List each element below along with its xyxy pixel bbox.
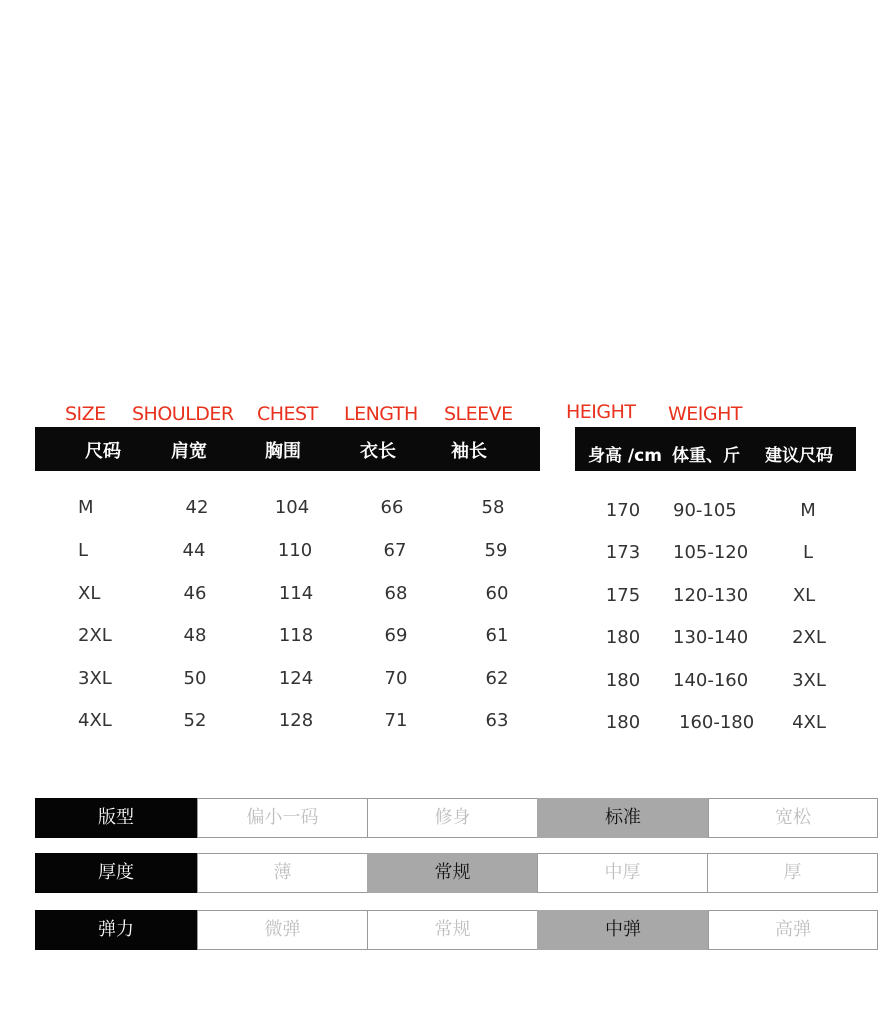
- cell-chest: 104: [274, 497, 310, 518]
- cell-size: XL: [78, 583, 101, 604]
- cell-shoulder: 52: [183, 710, 207, 731]
- cell-chest: 110: [277, 540, 313, 561]
- cell-chest: 118: [278, 625, 314, 646]
- cell-chest: 128: [278, 710, 314, 731]
- option-fit: 修身: [367, 798, 538, 838]
- cell-shoulder: 50: [183, 668, 207, 689]
- attribute-label: 弹力: [35, 910, 197, 950]
- cell-sleeve: 61: [485, 625, 509, 646]
- cell-shoulder: 46: [183, 583, 207, 604]
- header-height-en: HEIGHT: [566, 401, 636, 423]
- attribute-label: 版型: [35, 798, 197, 838]
- option-elasticity: 高弹: [708, 910, 878, 950]
- cell-weight: 130-140: [673, 627, 749, 648]
- option-thickness: 中厚: [537, 853, 708, 893]
- option-thickness-selected: 常规: [367, 853, 538, 893]
- recommend-header-bar: [575, 427, 856, 471]
- option-thickness: 厚: [707, 853, 878, 893]
- cell-sleeve: 59: [484, 540, 508, 561]
- cell-length: 70: [384, 668, 408, 689]
- cell-length: 69: [384, 625, 408, 646]
- cell-suggest-size: XL: [792, 585, 816, 606]
- cell-chest: 124: [278, 668, 314, 689]
- cell-length: 71: [384, 710, 408, 731]
- cell-height: 180: [605, 670, 641, 691]
- cell-size: 3XL: [78, 668, 112, 689]
- cell-suggest-size: 2XL: [792, 627, 826, 648]
- option-elasticity: 微弹: [197, 910, 368, 950]
- cell-size: 2XL: [78, 625, 112, 646]
- cell-weight: 105-120: [673, 542, 749, 563]
- cell-sleeve: 58: [481, 497, 505, 518]
- header-shoulder-cn: 肩宽: [171, 441, 207, 462]
- header-chest-cn: 胸围: [265, 441, 301, 462]
- header-height-cn: 身高 /cm: [588, 446, 662, 466]
- option-thickness: 薄: [197, 853, 368, 893]
- header-chest-en: CHEST: [257, 403, 318, 425]
- cell-suggest-size: 3XL: [792, 670, 826, 691]
- cell-weight: 140-160: [673, 670, 749, 691]
- cell-weight: 120-130: [673, 585, 749, 606]
- cell-height: 175: [605, 585, 641, 606]
- option-fit-selected: 标准: [537, 798, 709, 838]
- cell-chest: 114: [278, 583, 314, 604]
- cell-weight: 160-180: [679, 712, 755, 733]
- header-length-cn: 衣长: [360, 441, 396, 462]
- header-weight-cn: 体重、斤: [672, 446, 740, 466]
- cell-length: 66: [380, 497, 404, 518]
- cell-suggest-size: 4XL: [792, 712, 826, 733]
- header-suggest-size-cn: 建议尺码: [765, 446, 833, 466]
- option-elasticity-selected: 中弹: [537, 910, 709, 950]
- attribute-label: 厚度: [35, 853, 197, 893]
- attribute-row-thickness: [35, 853, 877, 893]
- cell-sleeve: 62: [485, 668, 509, 689]
- cell-size: 4XL: [78, 710, 112, 731]
- cell-size: M: [78, 497, 94, 518]
- cell-size: L: [78, 540, 89, 561]
- cell-shoulder: 48: [183, 625, 207, 646]
- option-fit: 偏小一码: [197, 798, 368, 838]
- cell-weight: 90-105: [673, 500, 737, 521]
- cell-height: 180: [605, 712, 641, 733]
- attribute-row-fit: [35, 798, 877, 838]
- option-elasticity: 常规: [367, 910, 538, 950]
- cell-length: 67: [383, 540, 407, 561]
- cell-height: 173: [605, 542, 641, 563]
- option-fit: 宽松: [708, 798, 878, 838]
- cell-sleeve: 63: [485, 710, 509, 731]
- header-size-cn: 尺码: [85, 441, 121, 462]
- cell-length: 68: [384, 583, 408, 604]
- attribute-row-elasticity: [35, 910, 877, 950]
- cell-suggest-size: L: [802, 542, 814, 563]
- size-header-bar: [35, 427, 540, 471]
- cell-suggest-size: M: [800, 500, 816, 521]
- cell-sleeve: 60: [485, 583, 509, 604]
- header-sleeve-en: SLEEVE: [444, 403, 513, 425]
- cell-shoulder: 42: [185, 497, 209, 518]
- cell-height: 180: [605, 627, 641, 648]
- header-weight-en: WEIGHT: [668, 403, 743, 425]
- header-sleeve-cn: 袖长: [451, 441, 487, 462]
- header-shoulder-en: SHOULDER: [132, 403, 234, 425]
- header-size-en: SIZE: [65, 403, 106, 425]
- cell-height: 170: [605, 500, 641, 521]
- header-length-en: LENGTH: [344, 403, 418, 425]
- cell-shoulder: 44: [182, 540, 206, 561]
